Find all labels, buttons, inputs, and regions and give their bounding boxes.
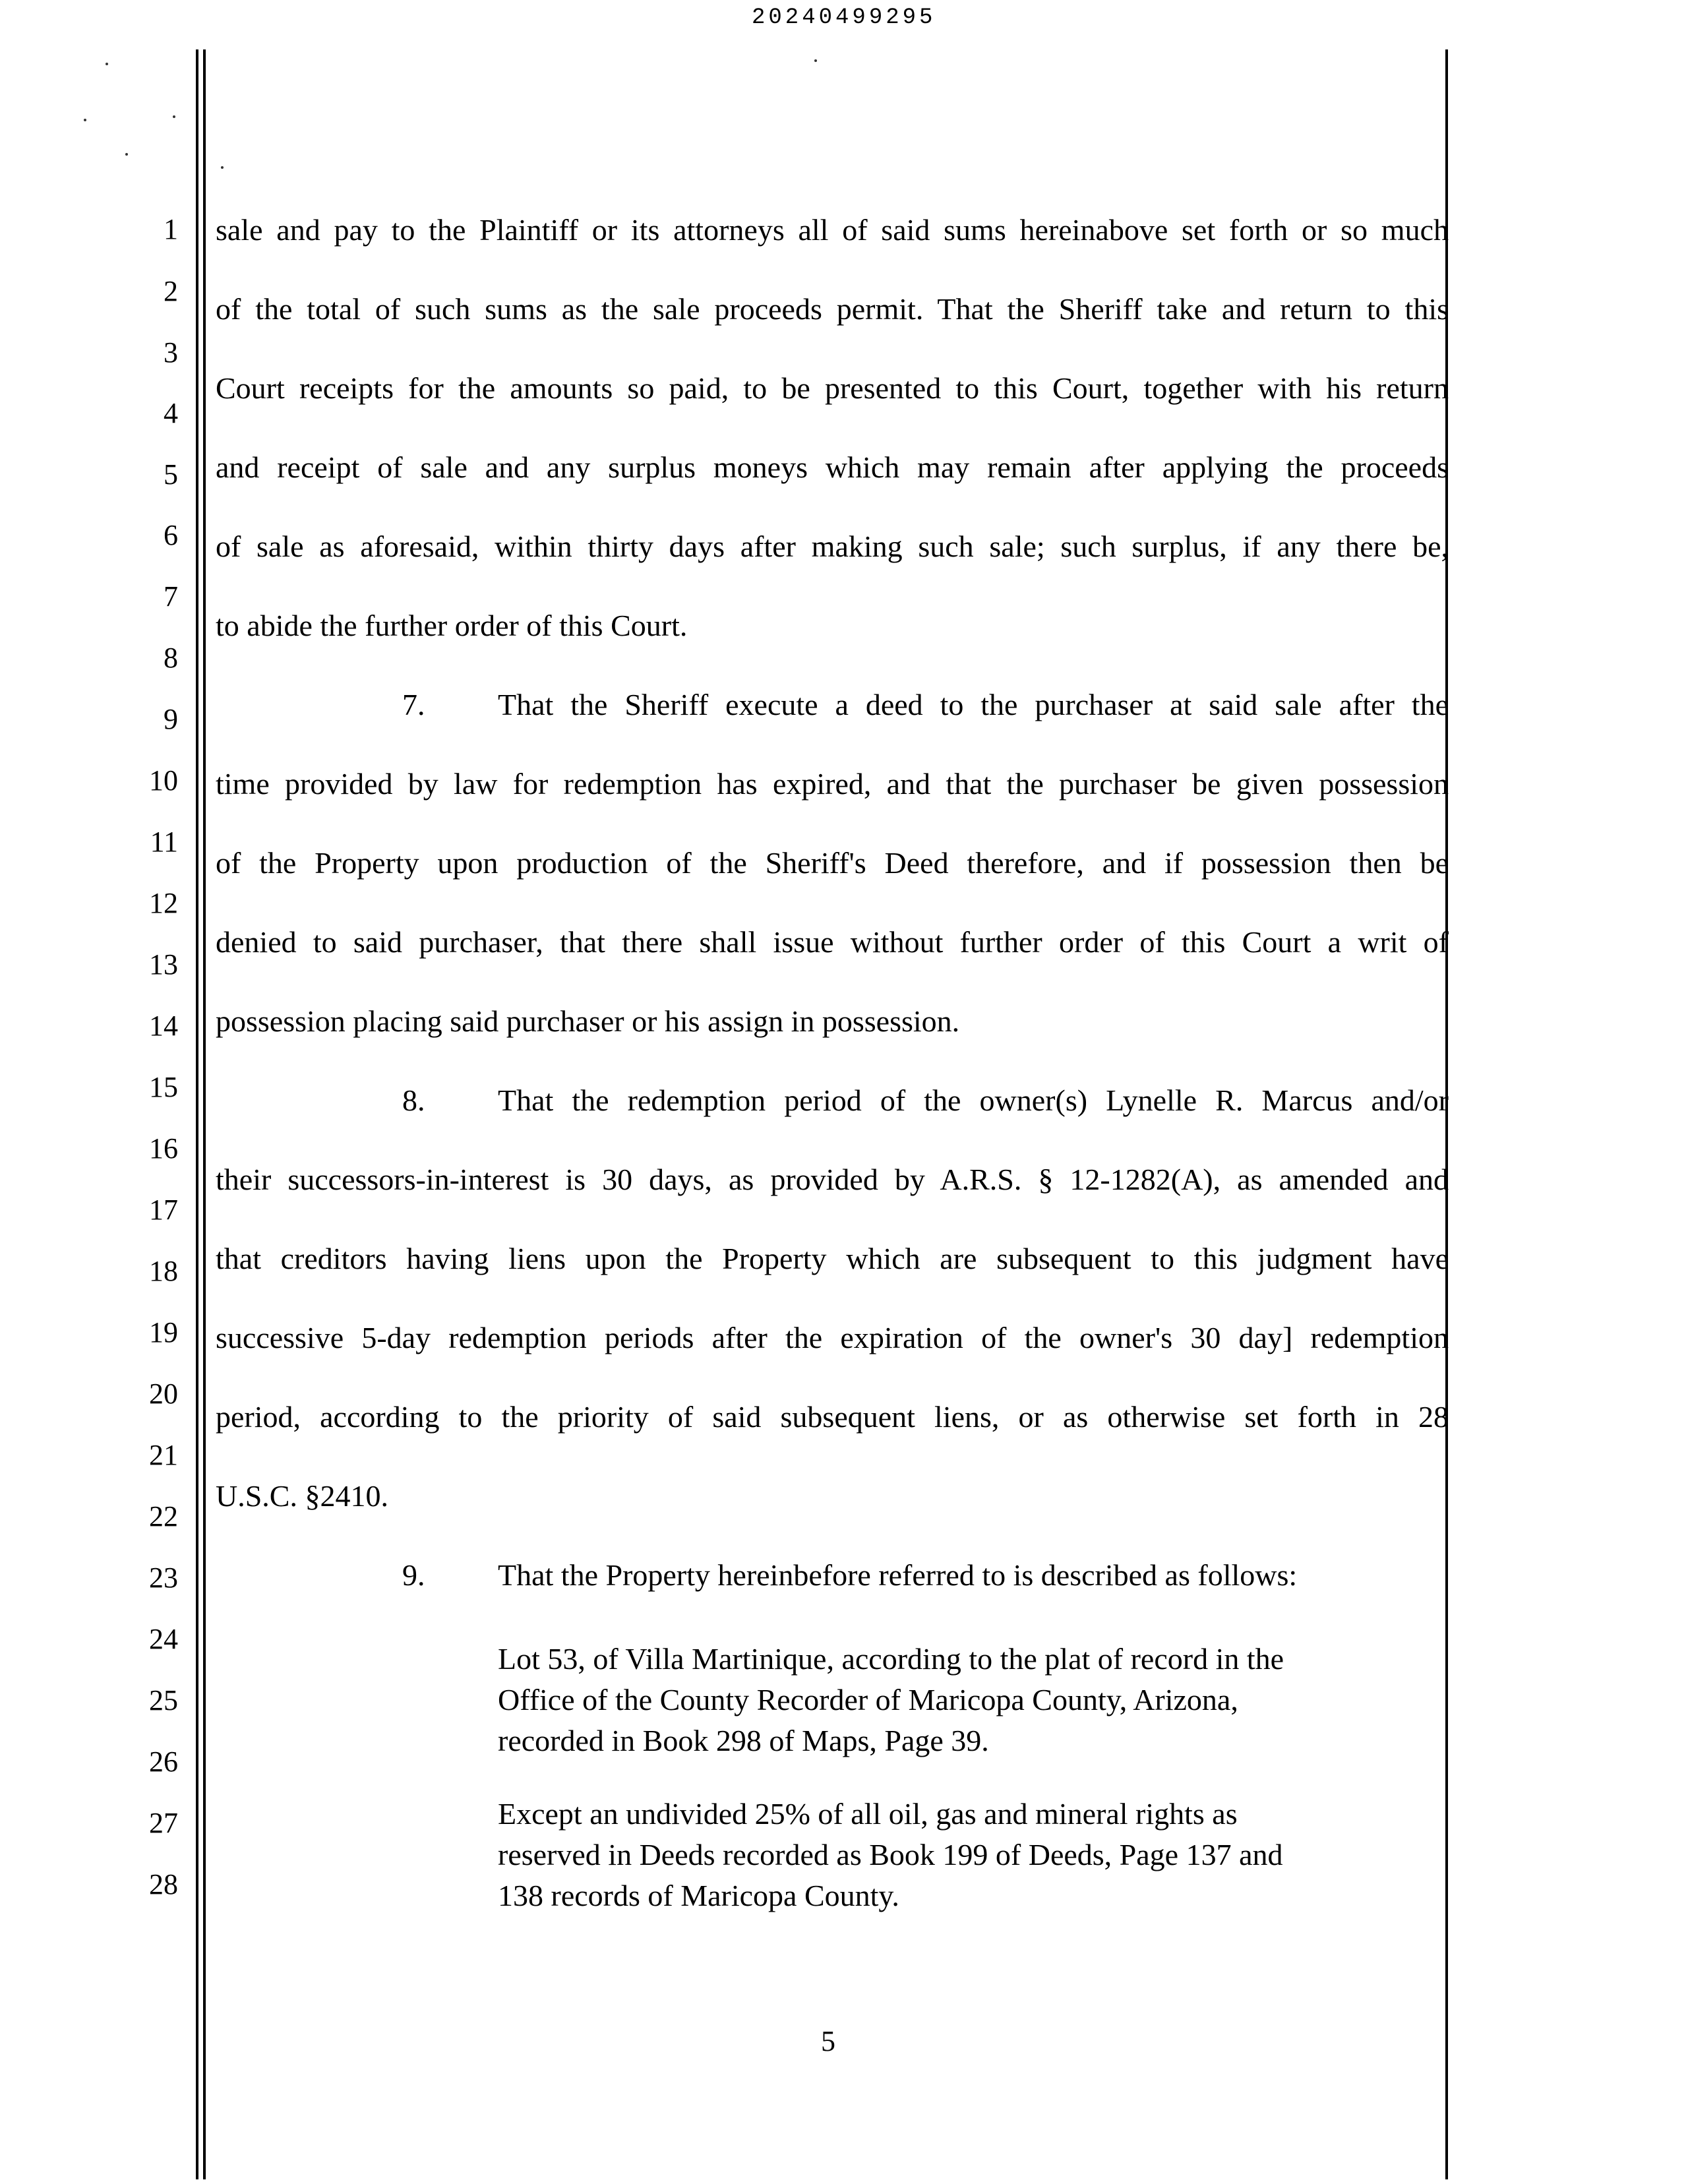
scan-speck [814, 59, 817, 62]
body-line: possession placing said purchaser or his assign in possession. [216, 1004, 960, 1038]
body-line: sale and pay to the Plaintiff or its attorneys all of said sums hereinabove set forth or so much [216, 213, 1449, 247]
line-number: 10 [149, 764, 178, 797]
line-number: 19 [149, 1316, 178, 1349]
legal-description-exception [498, 1794, 1355, 1916]
paragraph-first-line: That the redemption period of the owner(s) Lynelle R. Marcus and/or [498, 1083, 1449, 1117]
line-number: 20 [149, 1378, 178, 1410]
line-number: 16 [149, 1132, 178, 1165]
legal-description-line: recorded in Book 298 of Maps, Page 39. [498, 1724, 989, 1757]
body-line: Court receipts for the amounts so paid, to be presented to this Court, together with his return [216, 371, 1449, 405]
line-number: 13 [149, 948, 178, 981]
line-number: 6 [164, 519, 178, 551]
line-number: 24 [149, 1623, 178, 1655]
line-number: 1 [164, 213, 178, 245]
line-number: 8 [164, 642, 178, 674]
legal-description-line: Except an undivided 25% of all oil, gas and mineral rights as [498, 1797, 1238, 1831]
body-line: that creditors having liens upon the Property which are subsequent to this judgment have [216, 1242, 1449, 1275]
line-number: 27 [149, 1807, 178, 1839]
paragraph-first-line: That the Property hereinbefore referred to is described as follows: [498, 1558, 1298, 1592]
legal-description-line: Office of the County Recorder of Maricopa County, Arizona, [498, 1683, 1238, 1716]
body-line: period, according to the priority of said subsequent liens, or as otherwise set forth in 28 [216, 1400, 1449, 1434]
body-line: of the total of such sums as the sale proceeds permit. That the Sheriff take and return to this [216, 292, 1449, 326]
body-line: of sale as aforesaid, within thirty days after making such sale; such surplus, if any there be, [216, 530, 1449, 563]
body-line: and receipt of sale and any surplus moneys which may remain after applying the proceeds [216, 450, 1449, 484]
line-number: 2 [164, 275, 178, 307]
line-number: 22 [149, 1500, 178, 1532]
legal-description-line: reserved in Deeds recorded as Book 199 of Deeds, Page 137 and [498, 1838, 1283, 1871]
body-line: denied to said purchaser, that there shall issue without further order of this Court a writ of [216, 925, 1449, 959]
line-number: 4 [164, 397, 178, 429]
line-number-column [0, 0, 191, 2184]
body-line: their successors-in-interest is 30 days, as provided by A.R.S. § 12-1282(A), as amended and [216, 1163, 1449, 1196]
legal-description-lot [498, 1639, 1355, 1761]
line-number: 17 [149, 1194, 178, 1226]
body-line: U.S.C. §2410. [216, 1479, 388, 1513]
left-margin-rule-outer [196, 49, 198, 2179]
paragraph-first-line: That the Sheriff execute a deed to the purchaser at said sale after the [498, 688, 1449, 721]
legal-description-line: 138 records of Maricopa County. [498, 1879, 899, 1912]
line-number: 18 [149, 1255, 178, 1287]
line-number: 25 [149, 1684, 178, 1716]
body-line: time provided by law for redemption has expired, and that the purchaser be given possession [216, 767, 1449, 801]
line-number: 26 [149, 1745, 178, 1778]
body-line: of the Property upon production of the Sheriff's Deed therefore, and if possession then be [216, 846, 1449, 880]
document-number: 20240499295 [752, 5, 936, 30]
paragraph-number: 9. [402, 1558, 425, 1592]
line-number: 14 [149, 1010, 178, 1042]
paragraph-number: 8. [402, 1083, 425, 1117]
line-number: 11 [150, 826, 178, 858]
scan-speck [221, 166, 224, 169]
line-number: 3 [164, 336, 178, 369]
left-margin-rule-inner [203, 49, 206, 2179]
line-number: 28 [149, 1868, 178, 1900]
line-number: 7 [164, 580, 178, 613]
paragraph-number: 7. [402, 688, 425, 721]
line-number: 9 [164, 703, 178, 735]
body-line: successive 5-day redemption periods after the expiration of the owner's 30 day] redemption [216, 1321, 1449, 1354]
line-number: 5 [164, 458, 178, 491]
line-number: 12 [149, 887, 178, 919]
body-line: to abide the further order of this Court. [216, 609, 688, 642]
line-number: 21 [149, 1439, 178, 1471]
line-number: 23 [149, 1562, 178, 1594]
page-number: 5 [821, 2025, 835, 2057]
legal-description-line: Lot 53, of Villa Martinique, according to the plat of record in the [498, 1642, 1284, 1676]
line-number: 15 [149, 1071, 178, 1103]
